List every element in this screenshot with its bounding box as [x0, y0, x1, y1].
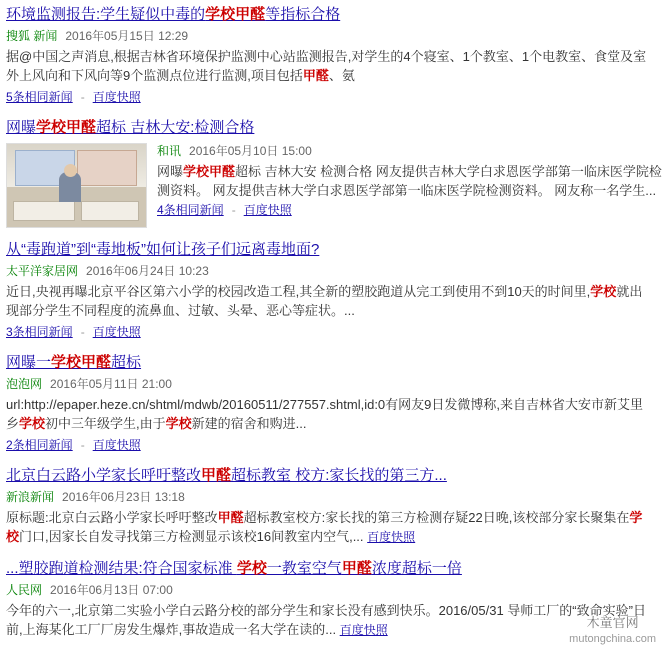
- result-snippet: [6, 47, 654, 85]
- title-text: 一教室空气: [266, 560, 342, 577]
- snippet-keyword: 学校: [590, 284, 617, 299]
- snippet-text: 新建的宿舍和购进...: [191, 416, 307, 431]
- result-footer-links: [6, 437, 666, 454]
- snippet-text: url:http://epaper.heze.cn/shtml/mdwb/20160511/277557.shtml,id:0有网友9日发微博称,来自吉林省大安市新艾里乡: [6, 397, 644, 431]
- thumbnail-shape: [77, 150, 137, 186]
- result-footer-links: [6, 324, 666, 341]
- snippet-keyword: 学校: [165, 416, 192, 431]
- cached-page-link[interactable]: 百度快照: [92, 325, 141, 339]
- title-keyword: 甲醛: [201, 467, 232, 484]
- title-keyword: 学校甲醛: [205, 6, 266, 23]
- result-date: 2016年06月24日 10:23: [86, 264, 209, 278]
- result-source: 新浪新闻: [6, 490, 55, 504]
- result-meta: [6, 376, 666, 392]
- search-result-item: [6, 6, 666, 106]
- snippet-keyword: 学校: [6, 510, 643, 544]
- result-title: [6, 560, 666, 578]
- footer-separator: -: [80, 90, 85, 104]
- title-text: 超标教室 校方:家长找的第三方...: [231, 467, 447, 484]
- result-footer-links: [367, 530, 415, 544]
- title-keyword: 学校甲醛: [51, 354, 112, 371]
- result-date: 2016年05月15日 12:29: [65, 29, 189, 43]
- watermark: [569, 615, 656, 647]
- snippet-keyword: 学校甲醛: [183, 164, 236, 179]
- thumbnail-person-icon: [64, 164, 77, 177]
- title-text: 等指标合格: [265, 6, 341, 23]
- result-content-row: [6, 141, 666, 228]
- result-date: 2016年05月10日 15:00: [189, 144, 312, 158]
- result-title: [6, 354, 666, 372]
- search-result-item: [6, 119, 666, 228]
- search-result-item: [6, 560, 666, 640]
- result-date: 2016年06月13日 07:00: [50, 583, 173, 597]
- result-title: [6, 467, 666, 485]
- title-keyword: 学校: [236, 560, 267, 577]
- title-keyword: 学校甲醛: [36, 119, 97, 136]
- snippet-text: 就出现部分学生不同程度的流鼻血、过敏、头晕、恶心等症状。...: [6, 284, 643, 318]
- title-text: 北京白云路小学家长呼吁整改: [6, 467, 202, 484]
- cached-page-link[interactable]: 百度快照: [339, 623, 388, 637]
- snippet-text: 网曝: [157, 164, 184, 179]
- snippet-text: 、氨: [328, 68, 355, 83]
- result-footer-links: [340, 623, 388, 637]
- result-date: 2016年06月23日 13:18: [62, 490, 185, 504]
- result-title-link[interactable]: [6, 354, 141, 371]
- snippet-text: 近日,央视再曝北京平谷区第六小学的校园改造工程,其全新的塑胶跑道从完工到使用不到10天的时间里,: [6, 284, 591, 299]
- watermark-site-url: mutongchina.com: [569, 633, 656, 645]
- result-meta: [6, 28, 666, 44]
- result-source: 人民网: [6, 583, 43, 597]
- cached-page-link[interactable]: 百度快照: [92, 438, 141, 452]
- thumbnail-shape: [81, 201, 139, 221]
- title-text: 浓度超标一倍: [371, 560, 462, 577]
- snippet-text: 据@中国之声消息,根据吉林省环境保护监测中心站监测报告,对学生的4个寝室、1个教室、1个电教室、食堂及室外上风向和下风向等9个监测点位进行监测,项目包括: [6, 49, 647, 83]
- snippet-text: 今年的六一,北京第二实验小学白云路分校的部分学生和家长没有感到快乐。2016/05/31 导师工厂的“致命实验”日前,上海某化工厂厂房发生爆炸,事故造成一名大学在读的...: [6, 603, 646, 637]
- thumbnail-shape: [13, 201, 75, 221]
- title-text: 网曝一: [6, 354, 52, 371]
- result-thumbnail[interactable]: [6, 143, 147, 228]
- snippet-keyword: 学校: [19, 416, 46, 431]
- result-snippet: [6, 508, 654, 547]
- cached-page-link[interactable]: 百度快照: [92, 90, 141, 104]
- search-result-item: [6, 354, 666, 454]
- result-source: 泡泡网: [6, 377, 43, 391]
- result-source: 搜狐 新闻: [6, 29, 58, 43]
- title-text: 从“毒跑道”到“毒地板”如何让孩子们远离毒地面?: [6, 241, 320, 258]
- footer-separator: -: [80, 325, 85, 339]
- result-title: [6, 6, 666, 24]
- result-snippet: [6, 282, 654, 320]
- cached-page-link[interactable]: 百度快照: [243, 203, 292, 217]
- result-title: [6, 119, 666, 137]
- result-meta: [6, 582, 666, 598]
- footer-separator: -: [80, 438, 85, 452]
- title-text: 网曝: [6, 119, 37, 136]
- result-source: 太平洋家居网: [6, 264, 79, 278]
- search-result-item: [6, 467, 666, 547]
- related-news-link[interactable]: 4条相同新闻: [157, 203, 224, 217]
- snippet-text: 超标 吉林大安 检测合格 网友提供吉林大学白求恩医学部第一临床医学院检测资料。 网友提供吉林大学白求恩医学部第一临床医学院检测资料。 网友称一名学生...: [157, 164, 662, 198]
- result-snippet: [157, 162, 666, 220]
- related-news-link[interactable]: 3条相同新闻: [6, 325, 73, 339]
- result-date: 2016年05月11日 21:00: [50, 377, 172, 391]
- result-footer-links: [6, 89, 666, 106]
- result-title-link[interactable]: [6, 6, 340, 23]
- title-text: 超标 吉林大安:检测合格: [96, 119, 255, 136]
- title-keyword: 甲醛: [341, 560, 372, 577]
- result-title-link[interactable]: [6, 119, 254, 136]
- snippet-text: 原标题:北京白云路小学家长呼吁整改: [6, 510, 218, 525]
- snippet-text: 门口,因家长自发寻找第三方检测显示该校16间教室内空气,...: [19, 529, 364, 544]
- title-text: 超标: [111, 354, 142, 371]
- snippet-text: 初中三年级学生,由于: [45, 416, 166, 431]
- result-snippet: [6, 601, 654, 640]
- snippet-text: 超标教室校方:家长找的第三方检测存疑22日晚,该校部分家长聚集在: [243, 510, 630, 525]
- result-title: [6, 241, 666, 259]
- related-news-link[interactable]: 5条相同新闻: [6, 90, 73, 104]
- search-result-item: [6, 241, 666, 341]
- result-meta: [6, 489, 666, 505]
- footer-separator: -: [231, 203, 236, 217]
- result-title-link[interactable]: [6, 467, 447, 484]
- cached-page-link[interactable]: 百度快照: [367, 530, 416, 544]
- result-body: [6, 119, 666, 228]
- result-title-link[interactable]: [6, 241, 319, 258]
- result-snippet: [6, 395, 654, 433]
- result-footer-links: [157, 203, 292, 217]
- result-text-block: [157, 141, 666, 224]
- result-meta: [6, 263, 666, 279]
- title-text: 环境监测报告:学生疑似中毒的: [6, 6, 206, 23]
- snippet-keyword: 甲醛: [302, 68, 329, 83]
- watermark-site-name: 木童官网: [586, 615, 639, 630]
- result-meta: [157, 143, 666, 159]
- result-source: 和讯: [157, 144, 182, 158]
- related-news-link[interactable]: 2条相同新闻: [6, 438, 73, 452]
- snippet-keyword: 甲醛: [217, 510, 244, 525]
- title-text: ...塑胶跑道检测结果:符合国家标准: [6, 560, 237, 577]
- result-title-link[interactable]: [6, 560, 462, 577]
